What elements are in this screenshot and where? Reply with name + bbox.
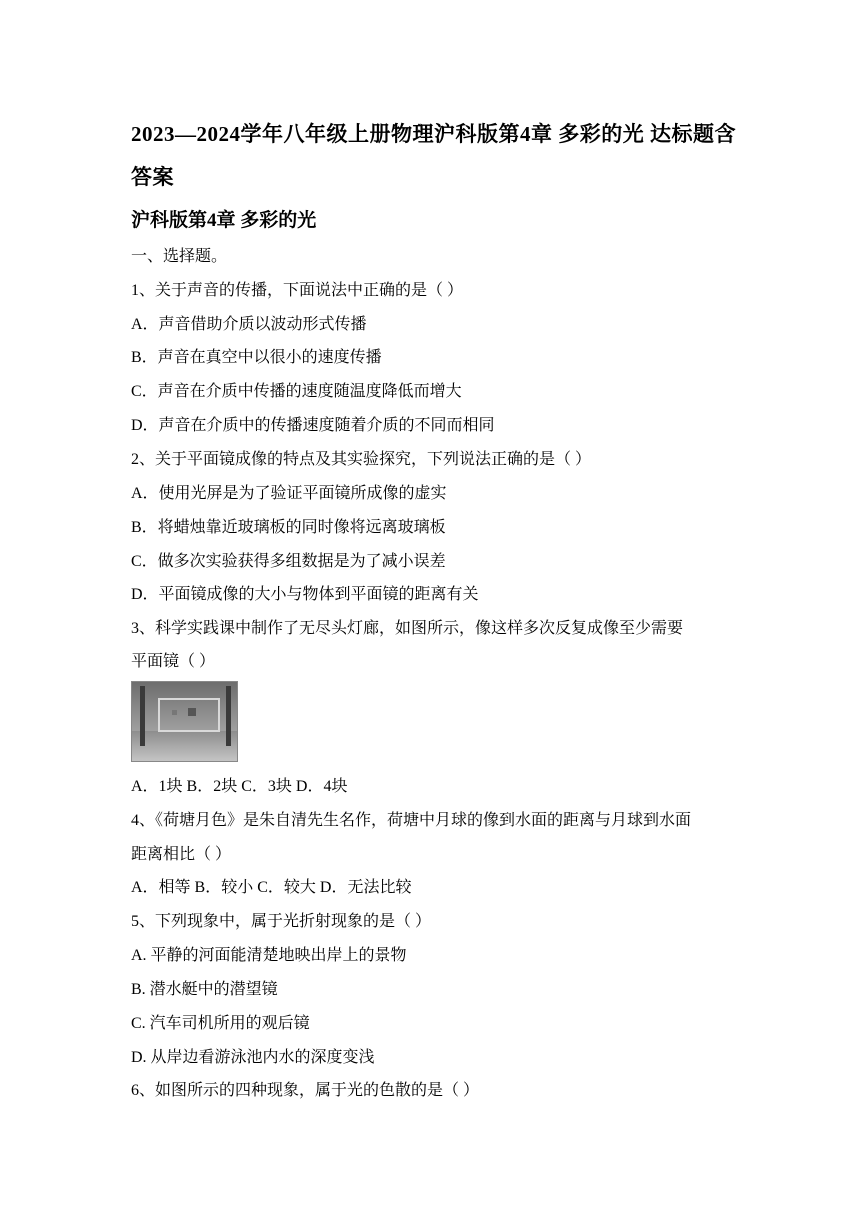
- question-3-continued: 平面镜（ ）: [131, 653, 216, 670]
- q5-option-d: D. 从岸边看游泳池内水的深度变浅: [131, 1049, 375, 1066]
- question-3: 3、科学实践课中制作了无尽头灯廊，如图所示，像这样多次反复成像至少需要: [131, 620, 684, 637]
- photo-floor: [132, 731, 237, 761]
- q1-option-c: C．声音在介质中传播的速度随温度降低而增大: [131, 383, 462, 400]
- photo-post: [226, 686, 231, 746]
- question-1: 1、关于声音的传播，下面说法中正确的是（ ）: [131, 282, 464, 299]
- q2-option-b: B．将蜡烛靠近玻璃板的同时像将远离玻璃板: [131, 519, 446, 536]
- section-heading: 一、选择题。: [131, 248, 228, 265]
- q3-options: A．1块 B．2块 C．3块 D．4块: [131, 778, 348, 795]
- question-4-continued: 距离相比（ ）: [131, 846, 232, 863]
- document-title-line-1: 2023—2024学年八年级上册物理沪科版第4章 多彩的光 达标题含: [131, 122, 736, 146]
- q2-option-d: D．平面镜成像的大小与物体到平面镜的距离有关: [131, 586, 479, 603]
- q1-option-d: D．声音在介质中的传播速度随着介质的不同而相同: [131, 417, 495, 434]
- q1-option-a: A．声音借助介质以波动形式传播: [131, 316, 367, 333]
- question-2: 2、关于平面镜成像的特点及其实验探究，下列说法正确的是（ ）: [131, 451, 592, 468]
- question-6: 6、如图所示的四种现象，属于光的色散的是（ ）: [131, 1082, 480, 1099]
- document-title-line-2: 答案: [131, 165, 174, 189]
- photo-post: [140, 686, 145, 746]
- question-4: 4、《荷塘月色》是朱自清先生名作，荷塘中月球的像到水面的距离与月球到水面: [131, 812, 692, 829]
- q4-options: A．相等 B．较小 C．较大 D．无法比较: [131, 879, 412, 896]
- q5-option-a: A. 平静的河面能清楚地映出岸上的景物: [131, 947, 407, 964]
- photo-lamp: [188, 708, 196, 716]
- question-5: 5、下列现象中，属于光折射现象的是（ ）: [131, 913, 432, 930]
- chapter-subtitle: 沪科版第4章 多彩的光: [131, 210, 317, 231]
- q1-option-b: B．声音在真空中以很小的速度传播: [131, 349, 382, 366]
- q2-option-c: C．做多次实验获得多组数据是为了减小误差: [131, 553, 446, 570]
- lamp-corridor-photo: [131, 681, 238, 762]
- q2-option-a: A．使用光屏是为了验证平面镜所成像的虚实: [131, 485, 447, 502]
- q5-option-c: C. 汽车司机所用的观后镜: [131, 1015, 310, 1032]
- q5-option-b: B. 潜水艇中的潜望镜: [131, 981, 278, 998]
- photo-lamp: [172, 710, 177, 715]
